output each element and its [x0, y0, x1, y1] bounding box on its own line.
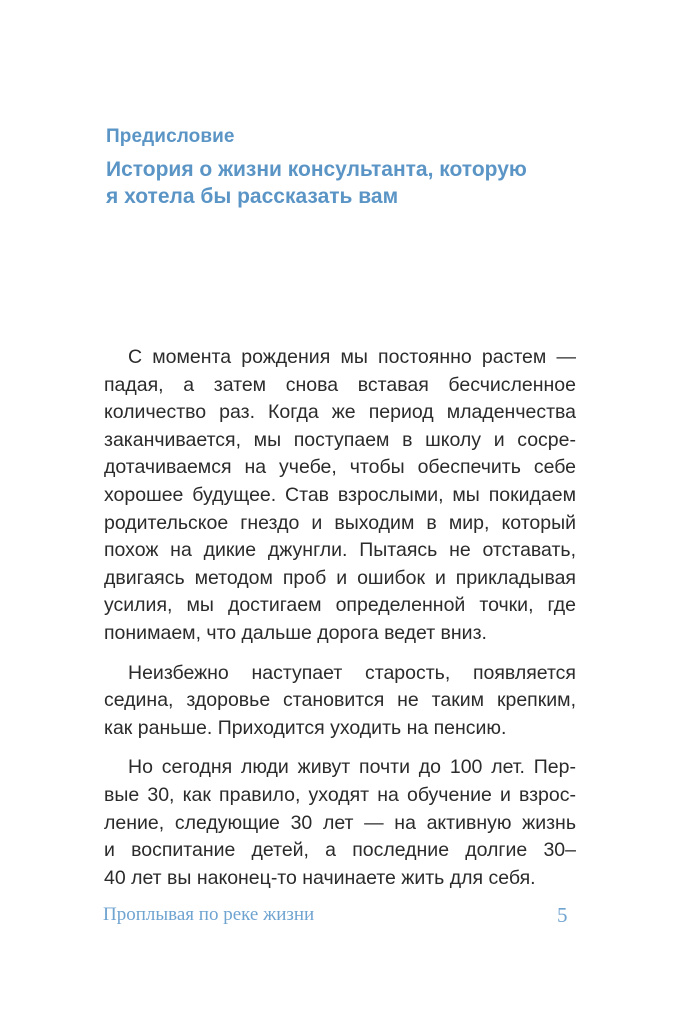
text-line: хорошее будущее. Став взрослыми, мы покидаем — [104, 483, 576, 506]
text-line: усилия, мы достигаем определенной точки, где — [104, 594, 576, 617]
text-line: ление, следующие 30 лет — на активную жизнь — [104, 811, 576, 834]
text-line: понимаем, что дальше дорога ведет вниз. — [104, 621, 487, 644]
text-line: родительское гнездо и выходим в мир, который — [104, 511, 576, 534]
text-line: как раньше. Приходится уходить на пенсию. — [104, 716, 507, 739]
text-line: Но сегодня люди живут почти до 100 лет. Пер- — [128, 756, 576, 779]
text-line: количество раз. Когда же период младенчества — [104, 401, 576, 424]
paragraph-3 — [104, 754, 576, 892]
paragraph-1 — [104, 344, 576, 648]
text-line: дотачиваемся на учебе, чтобы обеспечить себе — [104, 456, 576, 479]
text-line: вые 30, как правило, уходят на обучение и взрос- — [104, 783, 576, 806]
running-footer-title: Проплывая по реке жизни — [103, 904, 315, 925]
chapter-title — [106, 156, 586, 210]
text-line: Неизбежно наступает старость, появляется — [128, 661, 576, 684]
text-line: 40 лет вы наконец-то начинаете жить для себя. — [104, 866, 536, 889]
paragraph-2 — [104, 660, 576, 743]
text-line: С момента рождения мы постоянно растем — — [128, 346, 576, 368]
text-line: седина, здоровье становится не таким крепким, — [104, 689, 576, 712]
text-line: падая, а затем снова вставая бесчисленное — [104, 373, 576, 396]
preface-label: Предисловие — [106, 126, 235, 147]
chapter-title-line: История о жизни консультанта, которую — [106, 158, 527, 181]
text-line: похож на дикие джунгли. Пытаясь не отставать, — [104, 539, 576, 562]
body-text — [104, 344, 576, 904]
chapter-title-line: я хотела бы рассказать вам — [106, 185, 399, 208]
text-line: заканчивается, мы поступаем в школу и сосре- — [104, 428, 576, 451]
text-line: двигаясь методом проб и ошибок и прикладывая — [104, 566, 576, 589]
page-number: 5 — [557, 903, 568, 927]
text-line: и воспитание детей, а последние долгие 30– — [104, 839, 576, 862]
